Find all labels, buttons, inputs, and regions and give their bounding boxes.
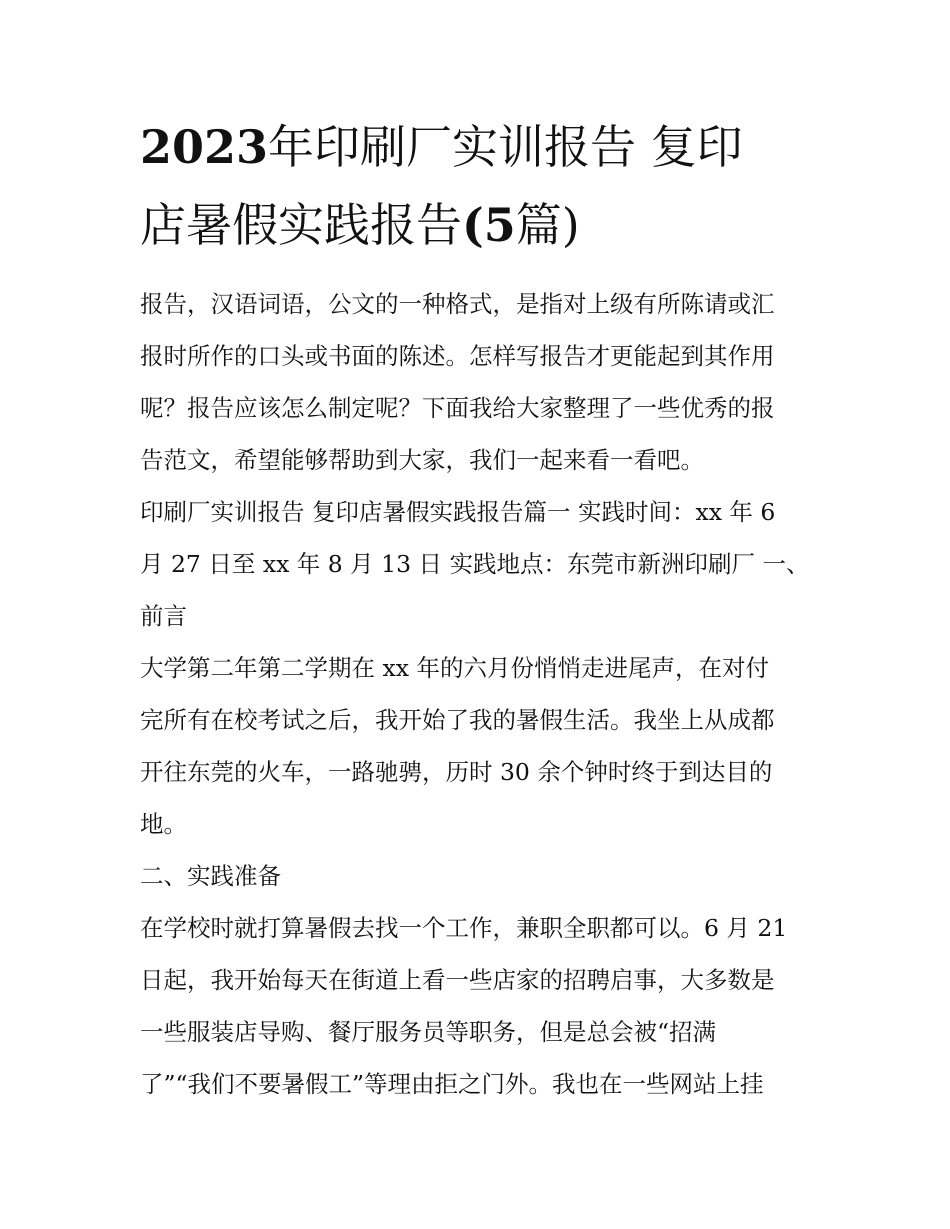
title-line-1 xyxy=(140,108,812,186)
document-title xyxy=(140,108,812,264)
body-line: 报告，汉语词语，公文的一种格式，是指对上级有所陈请或汇 xyxy=(140,290,775,318)
body-line: 地。 xyxy=(140,810,187,838)
section-heading: 二、实践准备 xyxy=(140,862,281,890)
title-text: 店暑假实践报告 xyxy=(140,198,462,252)
body-line: 了”“我们不要暑假工”等理由拒之门外。我也在一些网站上挂 xyxy=(140,1070,764,1098)
title-year: 2023 xyxy=(140,120,269,174)
body-line: 呢？报告应该怎么制定呢？下面我给大家整理了一些优秀的报 xyxy=(140,394,775,422)
title-count: (5 xyxy=(462,198,516,252)
title-line-2 xyxy=(140,186,812,264)
body-line: 报时所作的口头或书面的陈述。怎样写报告才更能起到其作用 xyxy=(140,342,775,370)
title-text: 年印刷厂实训报告 复印 xyxy=(268,120,743,174)
body-line: 前言 xyxy=(140,602,187,630)
body-line: 开往东莞的火车，一路驰骋，历时 30 余个钟时终于到达目的 xyxy=(140,758,773,786)
document-body xyxy=(140,278,812,1110)
body-line: 印刷厂实训报告 复印店暑假实践报告篇一 实践时间：xx 年 6 xyxy=(140,498,776,526)
body-line: 告范文，希望能够帮助到大家，我们一起来看一看吧。 xyxy=(140,446,704,474)
body-line: 在学校时就打算暑假去找一个工作，兼职全职都可以。6 月 21 xyxy=(140,914,788,942)
body-line: 一些服装店导购、餐厅服务员等职务，但是总会被“招满 xyxy=(140,1018,717,1046)
body-line: 日起，我开始每天在街道上看一些店家的招聘启事，大多数是 xyxy=(140,966,775,994)
body-line: 完所有在校考试之后，我开始了我的暑假生活。我坐上从成都 xyxy=(140,706,775,734)
body-line: 月 27 日至 xx 年 8 月 13 日 实践地点：东莞市新洲印刷厂 一、 xyxy=(140,550,810,578)
document-page xyxy=(140,108,812,1110)
title-text: 篇) xyxy=(515,198,580,252)
body-line: 大学第二年第二学期在 xx 年的六月份悄悄走进尾声，在对付 xyxy=(140,654,769,682)
